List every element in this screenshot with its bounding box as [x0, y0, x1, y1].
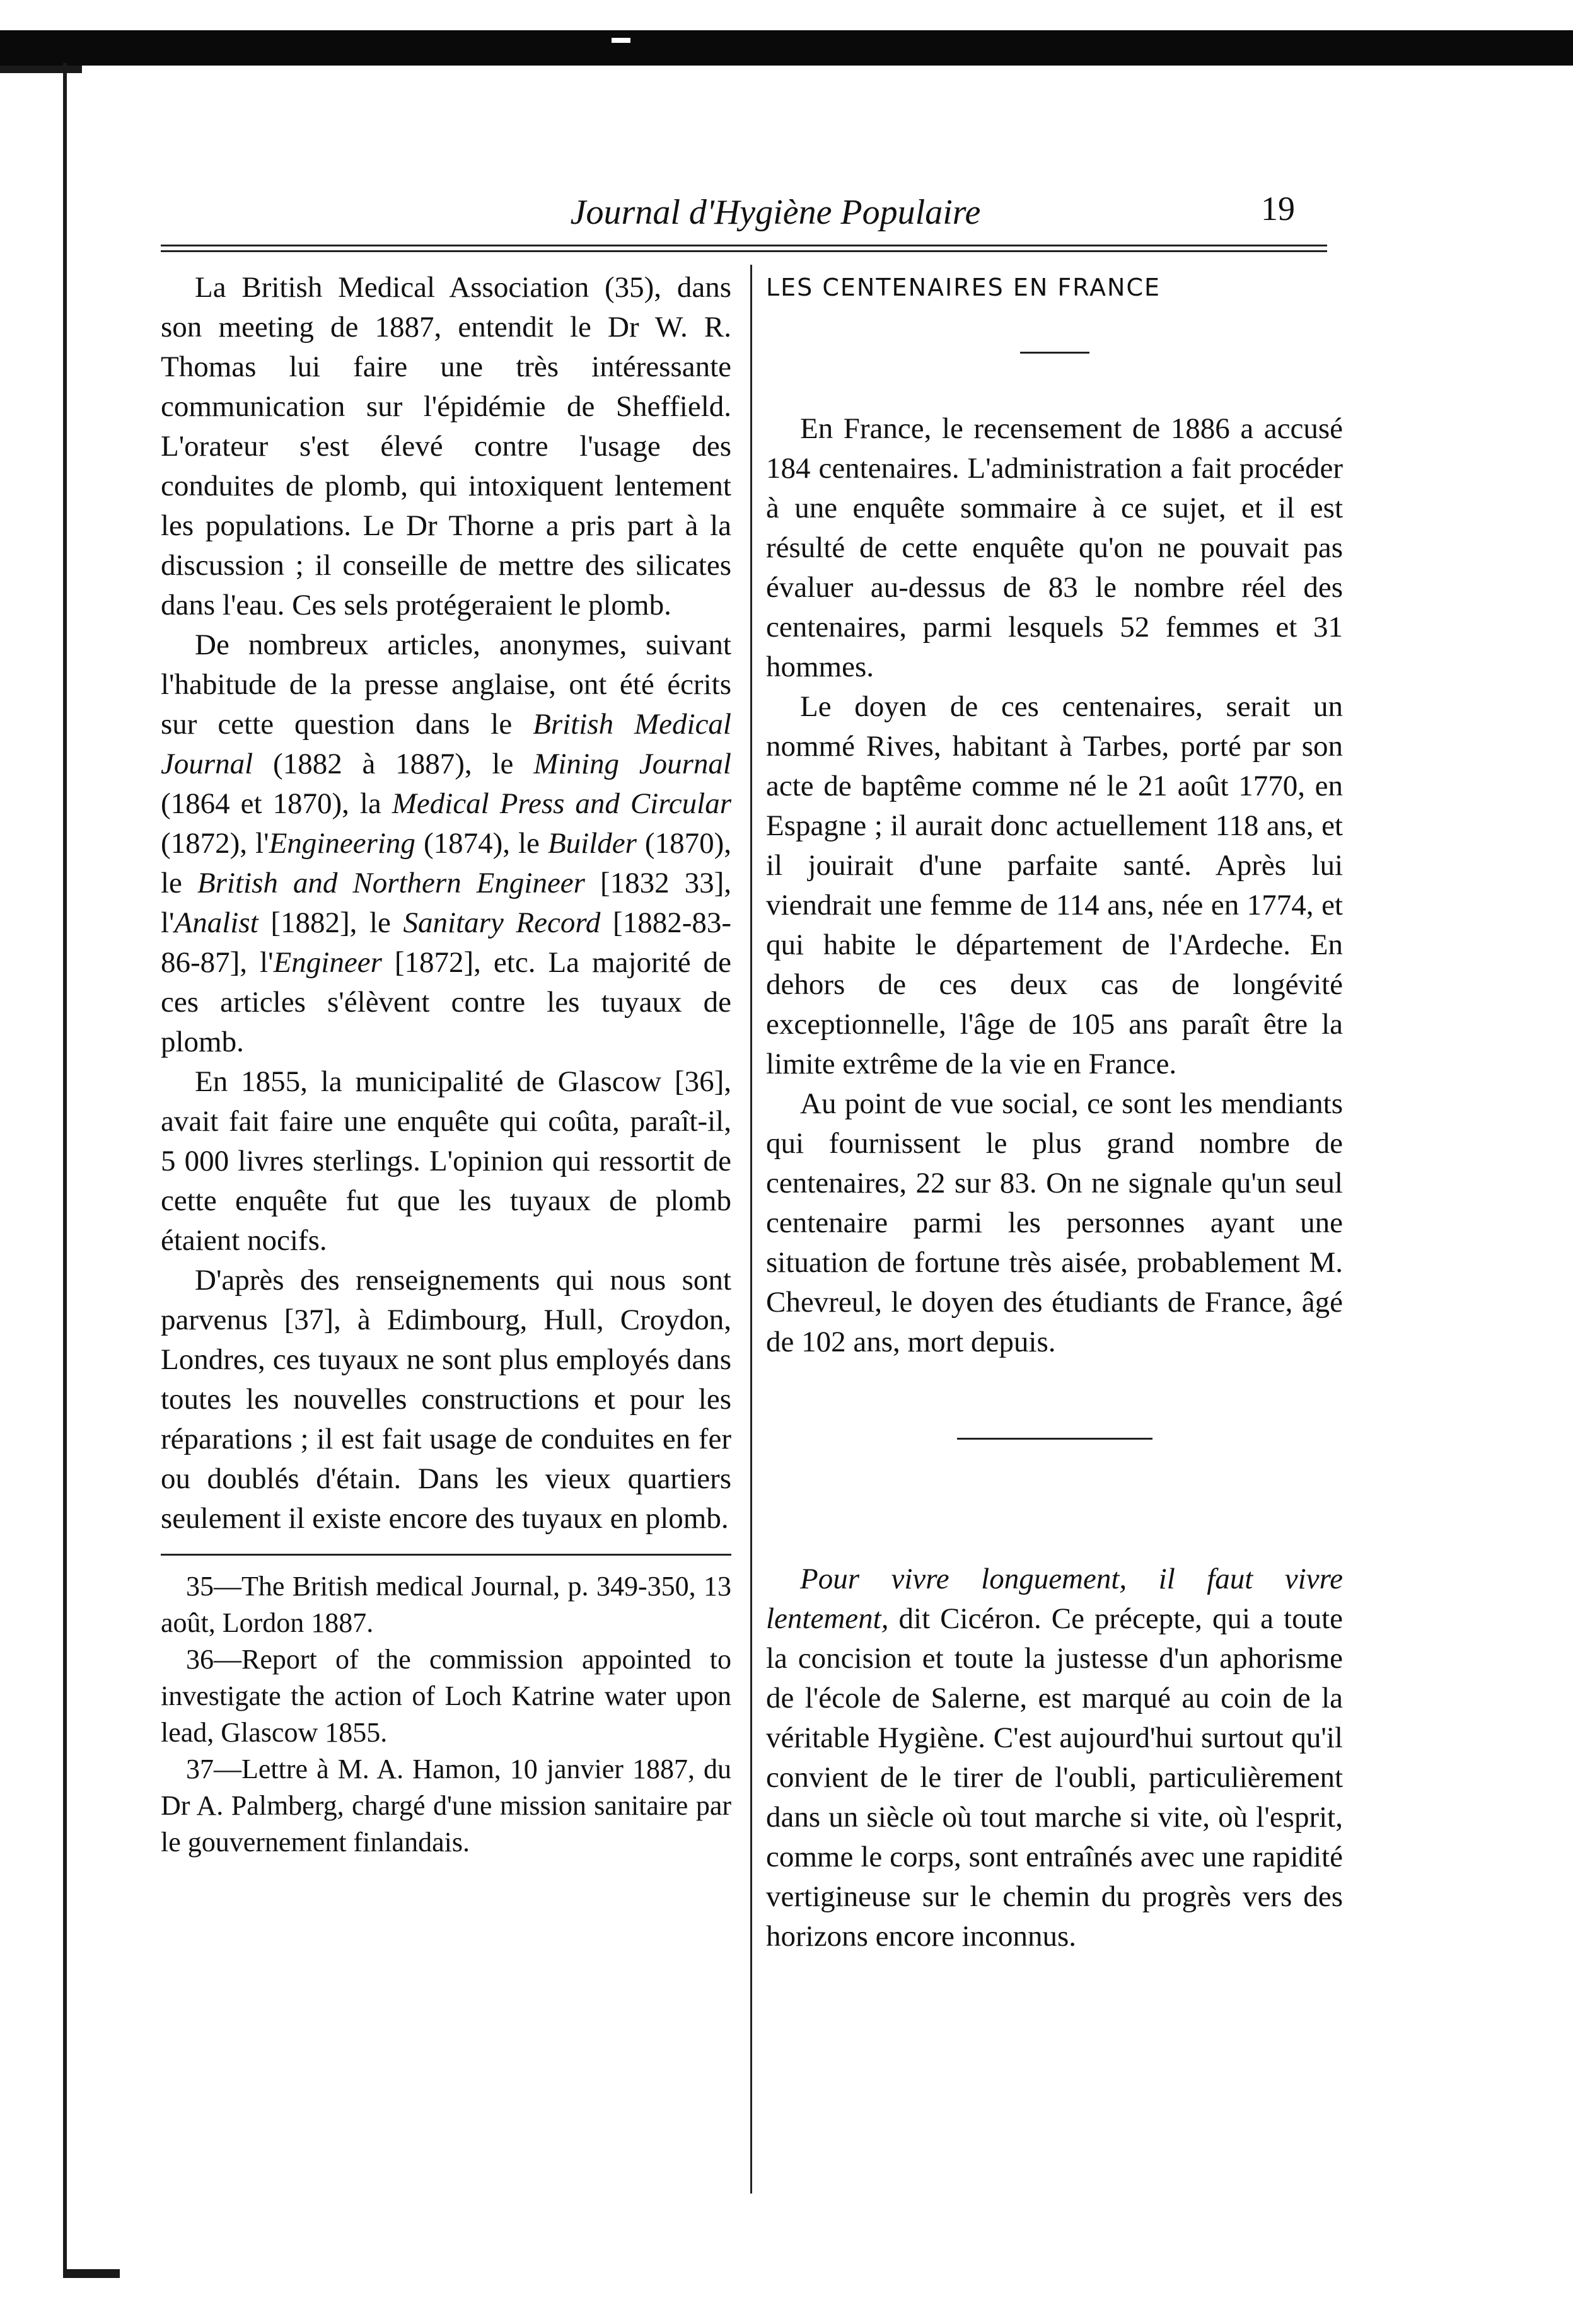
section-title: LES CENTENAIRES EN FRANCE [766, 274, 1161, 301]
column-divider [750, 265, 752, 2194]
text: [1832 33], l' [161, 867, 731, 939]
footnote-36: 36—Report of the commission appointed to investigate the action of Loch Katrine water upon lead, Glascow 1855. [161, 1644, 731, 1748]
footnote-rule [161, 1554, 731, 1556]
page-number: 19 [1261, 190, 1295, 228]
paragraph-glascow: En 1855, la municipalité de Glascow [36], avait fait faire une enquête qui coûta, paraît-il, 5 000 livres sterlings. L'opinion qui ressortit de cette enquête fut que les tuyaux de plomb étaient nocifs. [161, 1065, 731, 1257]
ciceron-quote: Pour vivre longuement, il faut vivre lentement, [766, 1563, 1343, 1635]
text: De nombreux articles, anonymes, suivant l'habitude de la presse anglaise, ont été écrits sur cette question dans le [161, 628, 731, 741]
header-rule-bottom [161, 250, 1327, 252]
running-head: Journal d'Hygiène Populaire [570, 193, 981, 232]
paragraph-cities: D'après des renseignements qui nous sont parvenus [37], à Edimbourg, Hull, Croydon, Londres, ces tuyaux ne sont plus employés dans toutes les nouvelles constructions et pour les réparations ; il est fait usage de conduites en fer ou doublés d'étain. Dans les vieux quartiers seulement il existe encore des tuyaux en plomb. [161, 1264, 731, 1535]
scan-left-border [63, 63, 67, 2275]
journal-title: Medical Press and Circular [392, 787, 731, 820]
text: (1872), l' [161, 827, 269, 860]
title-rule [1020, 352, 1089, 354]
paragraph-census: En France, le recensement de 1886 a accusé 184 centenaires. L'administration a fait procéder à une enquête sommaire à ce sujet, et il est résulté de cette enquête qu'on ne pouvait pas évaluer au-dessus de 83 le nombre réel des centenaires, parmi lesquels 52 femmes et 31 hommes. [766, 412, 1343, 683]
journal-title: British Medical Journal [161, 708, 731, 780]
text: (1882 à 1887), le [253, 748, 534, 780]
text: (1870), le [161, 827, 731, 899]
footnote-35: 35—The British medical Journal, p. 349-350, 13 août, Lordon 1887. [161, 1571, 731, 1638]
text: (1874), le [415, 827, 548, 860]
right-column [766, 268, 1343, 1957]
paragraph-ciceron [766, 1559, 1343, 1957]
paragraph-social: Au point de vue social, ce sont les mendiants qui fournissent le plus grand nombre de centenaires, 22 sur 83. On ne signale qu'un seul centenaire parmi les personnes ayant une situation de fortune très aisée, probablement M. Chevreul, le doyen des étudiants de France, âgé de 102 ans, mort depuis. [766, 1087, 1343, 1358]
scan-notch [612, 38, 630, 43]
journal-title: Builder [547, 827, 637, 860]
journal-title: Engineering [269, 827, 415, 860]
paragraph-bma: La British Medical Association (35), dans son meeting de 1887, entendit le Dr W. R. Thomas lui faire une très intéressante communication sur l'épidémie de Sheffield. L'orateur s'est élevé contre l'usage des conduites de plomb, qui intoxiquent lentement les populations. Le Dr Thorne a pris part à la discussion ; il conseille de mettre des silicates dans l'eau. Ces sels protégeraient le plomb. [161, 271, 731, 621]
paragraph-articles [161, 625, 731, 1062]
scan-bottom-corner [63, 2269, 120, 2278]
text: dit Cicéron. Ce précepte, qui a toute la concision et toute la justesse d'un aphorisme de l'école de Salerne, est marqué au coin de la véritable Hygiène. C'est aujourd'hui surtout qu'il convient de le tirer de l'oubli, particulièrement dans un siècle où tout marche si vite, où l'esprit, comme le corps, sont entraînés avec une rapidité vertigineuse sur le chemin du progrès vers des horizons encore inconnus. [766, 1602, 1343, 1953]
text: [1872], etc. La majorité de ces articles s'élèvent contre les tuyaux de plomb. [161, 946, 731, 1058]
scan-left-corner [0, 66, 82, 73]
journal-title: Analist [174, 906, 258, 939]
scan-top-border [0, 30, 1573, 66]
text: (1864 et 1870), la [161, 787, 392, 820]
footnote-37: 37—Lettre à M. A. Hamon, 10 janvier 1887, du Dr A. Palmberg, chargé d'une mission sanitaire par le gouvernement finlandais. [161, 1754, 731, 1858]
header-rule-top [161, 245, 1327, 246]
paragraph-doyen: Le doyen de ces centenaires, serait un nommé Rives, habitant à Tarbes, porté par son acte de baptême comme né le 21 août 1770, en Espagne ; il aurait donc actuellement 118 ans, et il jouirait d'une parfaite santé. Après lui viendrait une femme de 114 ans, née en 1774, et qui habite le département de l'Ardeche. En dehors de ces deux cas de longévité exceptionnelle, l'âge de 105 ans paraît être la limite extrême de la vie en France. [766, 690, 1343, 1080]
journal-title: Sanitary Record [403, 906, 601, 939]
journal-title: British and Northern Engineer [197, 867, 585, 899]
text: [1882-83-86-87], l' [161, 906, 731, 979]
section-separator [957, 1438, 1152, 1440]
journal-title: Mining Journal [533, 748, 731, 780]
journal-title: Engineer [273, 946, 382, 979]
left-column [161, 268, 731, 1861]
text: [1882], le [258, 906, 403, 939]
footnotes [161, 1568, 731, 1861]
